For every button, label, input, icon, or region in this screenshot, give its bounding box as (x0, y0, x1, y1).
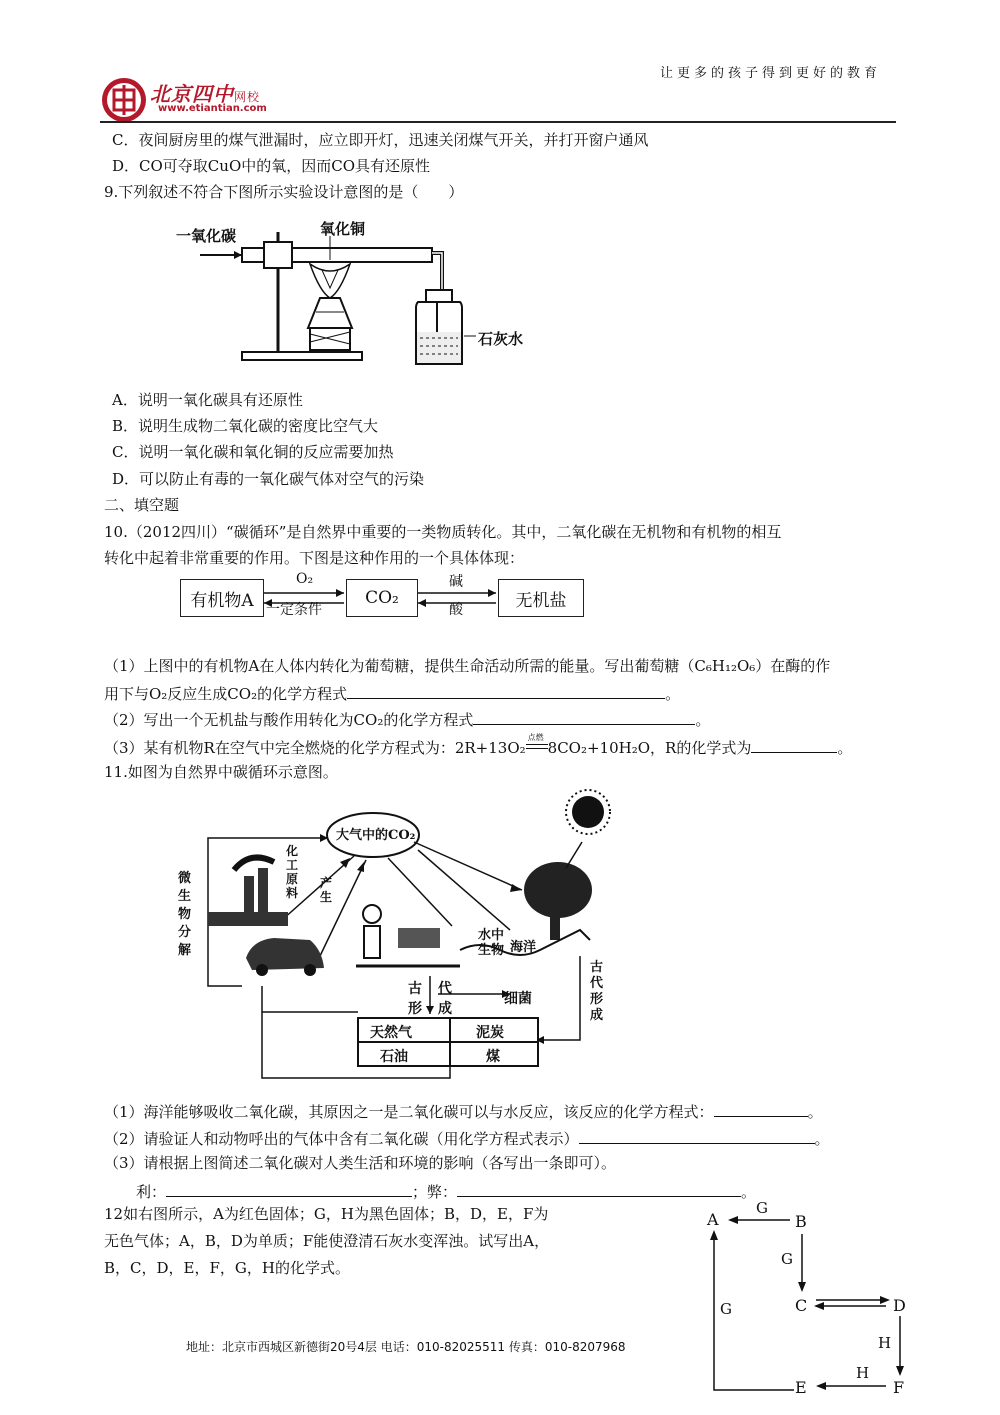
q11-part1 (104, 1100, 823, 1122)
header-slogan: 让更多的孩子得到更好的教育 (660, 66, 882, 81)
q10-part3-answer-blank[interactable] (751, 736, 837, 753)
q9-co-label: 一氧化碳 (176, 227, 237, 245)
q10-part1-prompt: 用下与O₂反应生成CO₂的化学方程式 (104, 685, 348, 703)
q11-ancient-char1: 古 (408, 981, 422, 997)
q10-part2-answer-blank[interactable] (473, 708, 695, 725)
q9-limewater-label: 石灰水 (478, 330, 524, 348)
logo-icon (100, 76, 148, 124)
q10-arrow-o2: O₂ (296, 571, 314, 587)
q10-arrow-acid: 酸 (449, 602, 463, 618)
section-title: 二、填空题 (104, 496, 180, 514)
q11-microbe-label: 微生物分解 (178, 871, 192, 958)
q10-part3-prompt-a: （3）某有机物R在空气中完全燃烧的化学方程式为：2R+13O₂ (104, 739, 526, 757)
q10-stem-line2: 转化中起着非常重要的作用。下图是这种作用的一个具体体现： (104, 549, 525, 567)
q12-node-a: A (707, 1210, 719, 1229)
q10-part3-ignite: 点燃 (527, 733, 544, 742)
q12-label-g-left: G (720, 1300, 732, 1318)
q10-part2 (104, 708, 710, 730)
q10-part1-line1: （1）上图中的有机物A在人体内转化为葡萄糖，提供生命活动所需的能量。写出葡萄糖（C₆H₁₂O₆）在酶的作 (104, 657, 831, 675)
q10-part3 (104, 733, 853, 758)
q9-option-b: B．说明生成物二氧化碳的密度比空气大 (112, 417, 379, 435)
q10-part1-answer-blank[interactable] (347, 682, 665, 699)
q12-line3: B，C，D，E，F，G，H的化学式。 (104, 1259, 350, 1277)
q12-node-c: C (795, 1296, 808, 1315)
q12-node-d: D (893, 1296, 906, 1315)
q9-cuo-label: 氧化铜 (320, 220, 366, 238)
q12-node-e: E (795, 1378, 807, 1397)
q12-node-b: B (795, 1212, 807, 1231)
q10-part1-line2 (104, 682, 680, 704)
q11-ancient-char2: 代 (438, 981, 452, 997)
q11-peat-label: 泥炭 (476, 1025, 504, 1041)
q12-label-h-right: H (878, 1334, 892, 1352)
q10-box-inorganic-salt: 无机盐 (498, 579, 584, 617)
logo-name: 北京四中 (150, 82, 234, 106)
q9-option-a: A．说明一氧化碳具有还原性 (112, 391, 303, 409)
q11-part1-answer-blank[interactable] (714, 1100, 808, 1117)
q11-benefit-blank[interactable] (166, 1180, 412, 1197)
q10-part3-condition (526, 733, 548, 758)
q11-part1-prompt: （1）海洋能够吸收二氧化碳，其原因之一是二氧化碳可以与水反应，该反应的化学方程式： (104, 1103, 714, 1121)
q10-part3-end: 。 (837, 739, 853, 757)
q10-box-organic-a: 有机物A (180, 579, 264, 617)
q12-node-f: F (893, 1378, 905, 1397)
q10-arrow-base: 碱 (449, 574, 463, 590)
q11-harm-blank[interactable] (457, 1180, 741, 1197)
q11-ocean-label: 海洋 (510, 940, 537, 955)
q9-option-d: D．可以防止有毒的一氧化碳气体对空气的污染 (112, 470, 425, 488)
q11-part2 (104, 1127, 830, 1149)
q12-label-g-top: G (756, 1199, 768, 1217)
q12-label-h-bottom: H (856, 1364, 870, 1382)
q11-part2-answer-blank[interactable] (579, 1127, 815, 1144)
q12-relation-diagram (700, 1204, 920, 1400)
q12-line1: 12如右图所示，A为红色固体；G，H为黑色固体；B，D，E，F为 (104, 1205, 549, 1223)
q10-part2-prompt: （2）写出一个无机盐与酸作用转化为CO₂的化学方程式 (104, 711, 474, 729)
q11-co2-label: 大气中的CO₂ (336, 828, 416, 843)
q12-line2: 无色气体；A，B，D为单质；F能使澄清石灰水变浑浊。试写出A， (104, 1232, 550, 1250)
q9-option-c: C．说明一氧化碳和氧化铜的反应需要加热 (112, 443, 394, 461)
q11-stem: 11.如图为自然界中碳循环示意图。 (104, 763, 338, 781)
q11-natural-gas-label: 天然气 (370, 1025, 412, 1041)
q11-part3: （3）请根据上图简述二氧化碳对人类生活和环境的影响（各写出一条即可）。 (104, 1154, 617, 1172)
q11-bacteria-label: 细菌 (504, 991, 532, 1007)
q11-water-bio-label: 水中生物 (478, 928, 505, 958)
q11-ancient-formation-label: 古代形成 (590, 960, 604, 1023)
q9-stem: 9.下列叙述不符合下图所示实验设计意图的是（ ） (104, 183, 464, 201)
q11-form-char1: 形 (408, 1001, 422, 1017)
q11-benefit-harm (136, 1180, 756, 1202)
q12-label-g-mid: G (781, 1250, 793, 1268)
logo-url: www.etiantian.com (158, 103, 267, 114)
q11-benefit-label: 利： (136, 1183, 167, 1201)
footer-address: 地址：北京市西城区新德街20号4层 电话：010-82025511 传真：010-8207968 (186, 1340, 626, 1354)
q10-part1-end: 。 (665, 685, 681, 703)
q10-part3-prompt-b: 8CO₂+10H₂O，R的化学式为 (547, 739, 752, 757)
q11-oil-label: 石油 (380, 1049, 408, 1065)
q10-stem-line1: 10.（2012四川）“碳循环”是自然界中重要的一类物质转化。其中，二氧化碳在无机物和有机物的相互 (104, 523, 782, 541)
q11-part2-end: 。 (814, 1130, 830, 1148)
q8-option-c: C．夜间厨房里的煤气泄漏时，应立即开灯，迅速关闭煤气开关，并打开窗户通风 (112, 131, 649, 149)
q10-box-co2: CO₂ (346, 579, 418, 617)
q11-harm-label: ；弊： (412, 1183, 458, 1201)
header-rule (100, 121, 896, 123)
q11-raw-material-label: 化工原料 (286, 844, 299, 900)
q11-part2-prompt: （2）请验证人和动物呼出的气体中含有二氧化碳（用化学方程式表示） (104, 1130, 579, 1148)
q11-harm-end: 。 (741, 1183, 757, 1201)
q10-arrow-condition: 一定条件 (266, 602, 322, 618)
q11-part1-end: 。 (807, 1103, 823, 1121)
q8-option-d: D．CO可夺取CuO中的氧，因而CO具有还原性 (112, 157, 431, 175)
q10-part2-end: 。 (695, 711, 711, 729)
logo-net: 网校 (234, 90, 261, 104)
q11-coal-label: 煤 (486, 1049, 500, 1065)
q11-produce-label: 产生 (320, 876, 333, 904)
q11-form-char2: 成 (438, 1001, 452, 1017)
